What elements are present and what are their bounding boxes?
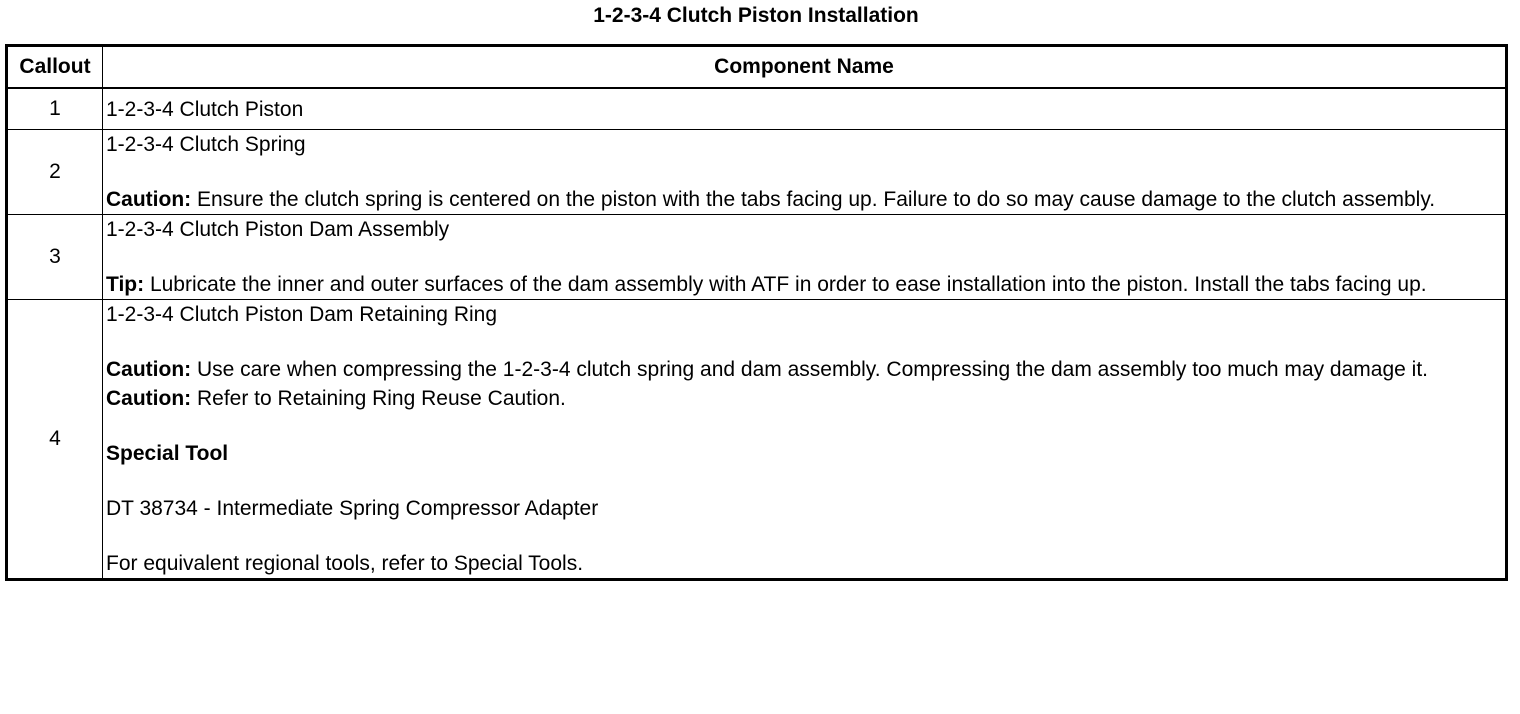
special-tool-heading: Special Tool [106, 442, 229, 465]
caution-note [106, 384, 1502, 413]
table-row [7, 300, 1507, 580]
note-text: Ensure the clutch spring is centered on the piston with the tabs facing up. Failure to do so may cause damage to the clutch assembly. [191, 188, 1436, 211]
caution-note [106, 355, 1502, 384]
table-row [7, 130, 1507, 215]
note-text: Use care when compressing the 1-2-3-4 clutch spring and dam assembly. Compressing the dam assembly too much may damage it. [191, 358, 1428, 381]
table-row [7, 88, 1507, 130]
tip-note [106, 270, 1502, 299]
component-name-cell [103, 215, 1507, 300]
page-title: 1-2-3-4 Clutch Piston Installation [593, 4, 919, 27]
table-row [7, 215, 1507, 300]
component-table [5, 44, 1508, 581]
component-name-cell [103, 130, 1507, 215]
table-header-row [7, 46, 1507, 89]
component-name: 1-2-3-4 Clutch Piston Dam Retaining Ring [106, 303, 498, 326]
column-header-component-name: Component Name [103, 46, 1507, 89]
component-name: 1-2-3-4 Clutch Piston [106, 97, 304, 121]
component-name: 1-2-3-4 Clutch Spring [106, 133, 306, 156]
regional-tools-note: For equivalent regional tools, refer to Special Tools. [106, 552, 584, 575]
callout-number: 2 [7, 130, 103, 215]
note-text: Refer to Retaining Ring Reuse Caution. [191, 387, 566, 410]
callout-number: 3 [7, 215, 103, 300]
note-text: Lubricate the inner and outer surfaces of the dam assembly with ATF in order to ease installation into the piston. Install the tabs facing up. [144, 273, 1427, 296]
caution-note [106, 185, 1502, 214]
component-name-cell [103, 300, 1507, 580]
special-tool-item: DT 38734 - Intermediate Spring Compressor Adapter [106, 497, 599, 520]
component-name: 1-2-3-4 Clutch Piston Dam Assembly [106, 218, 450, 241]
note-label: Caution: [106, 387, 192, 410]
callout-number: 4 [7, 300, 103, 580]
note-label: Tip: [106, 273, 145, 296]
callout-number: 1 [7, 88, 103, 130]
note-label: Caution: [106, 358, 192, 381]
column-header-callout: Callout [7, 46, 103, 89]
component-name-cell [103, 88, 1507, 130]
note-label: Caution: [106, 188, 192, 211]
